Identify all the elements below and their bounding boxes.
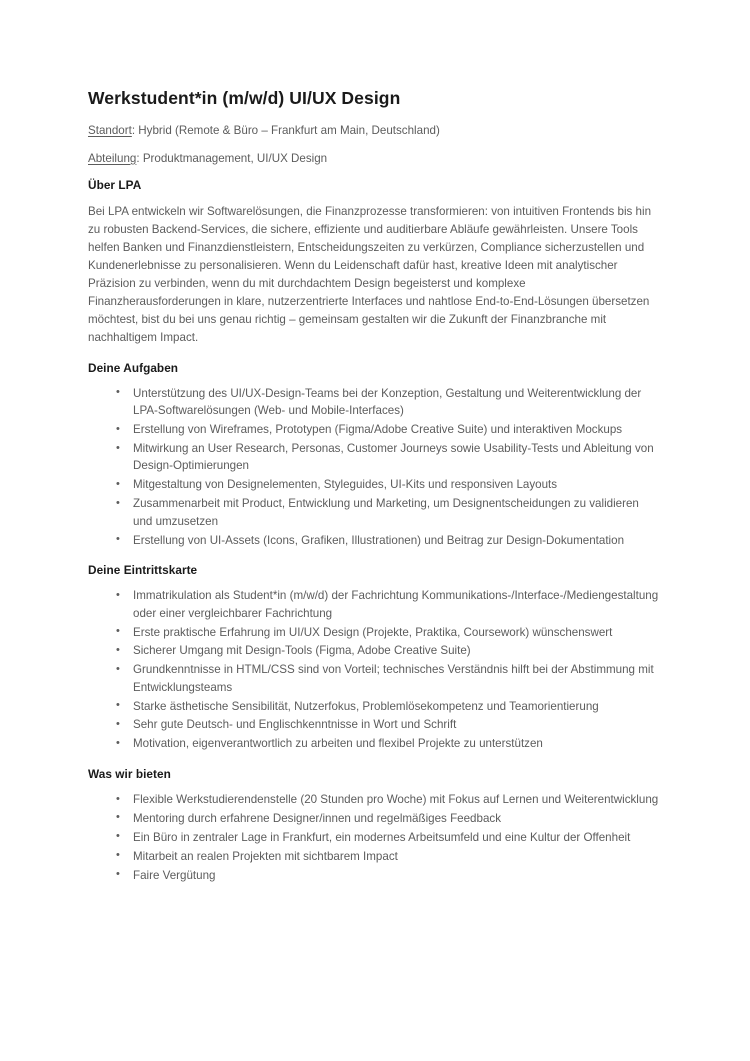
section-heading-deine-aufgaben: Deine Aufgaben	[88, 360, 179, 375]
list-item: • Motivation, eigenverantwortlich zu arbeiten und flexibel Projekte zu unterstützen	[88, 735, 660, 752]
list-item: • Flexible Werkstudierendenstelle (20 Stunden pro Woche) mit Fokus auf Lernen und Weiterentwicklung	[88, 791, 660, 808]
list-item: • Mitarbeit an realen Projekten mit sichtbarem Impact	[88, 848, 660, 865]
list-item: • Zusammenarbeit mit Product, Entwicklung und Marketing, um Designentscheidungen zu validieren und umzusetzen	[88, 495, 660, 530]
meta-value-abteilung: Produktmanagement, UI/UX Design	[142, 151, 328, 165]
meta-line-abteilung	[88, 151, 660, 168]
bullet-list-deine-aufgaben	[88, 385, 660, 549]
list-item: • Sehr gute Deutsch- und Englischkenntnisse in Wort und Schrift	[88, 716, 660, 733]
list-item: • Ein Büro in zentraler Lage in Frankfurt, ein modernes Arbeitsumfeld und eine Kultur der Offenheit	[88, 829, 660, 846]
section-heading-ueber-lpa: Über LPA	[88, 178, 142, 193]
section-heading-deine-eintrittskarte: Deine Eintrittskarte	[88, 562, 198, 577]
list-item: • Mitgestaltung von Designelementen, Styleguides, UI-Kits und responsiven Layouts	[88, 476, 660, 493]
bullet-list-was-wir-bieten	[88, 791, 660, 884]
section-paragraph-ueber-lpa: Bei LPA entwickeln wir Softwarelösungen, die Finanzprozesse transformieren: von intuitiven Frontends bis hin zu robusten Backend-Services, die sichere, effiziente und auditierbare Abläufe gewährleisten. Unsere Tools helfen Banken und Finanzdienstleistern, Entscheidungszeiten zu verkürzen, Compliance sicherzustellen und Kundenerlebnisse zu personalisieren. Wenn du Leidenschaft dafür hast, kreative Ideen mit analytischer Präzision zu verbinden, wenn du mit durchdachtem Design begeisterst und komplexe Finanzherausforderungen in klare, nutzerzentrierte Interfaces und nahtlose End-to-End-Lösungen übersetzen möchtest, bist du bei uns genau richtig – gemeinsam gestalten wir die Zukunft der Finanzbranche mit nachhaltigem Impact.	[88, 204, 652, 344]
list-item: • Grundkenntnisse in HTML/CSS sind von Vorteil; technisches Verständnis hilft bei der Abstimmung mit Entwicklungsteams	[88, 661, 660, 696]
section-heading-was-wir-bieten: Was wir bieten	[88, 766, 171, 781]
list-item: • Faire Vergütung	[88, 867, 660, 884]
bullet-list-deine-eintrittskarte	[88, 587, 660, 753]
page-title: Werkstudent*in (m/w/d) UI/UX Design	[88, 88, 401, 108]
list-item: • Sicherer Umgang mit Design-Tools (Figma, Adobe Creative Suite)	[88, 642, 660, 659]
list-item: • Mentoring durch erfahrene Designer/innen und regelmäßiges Feedback	[88, 810, 660, 827]
list-item: • Starke ästhetische Sensibilität, Nutzerfokus, Problemlösekompetenz und Teamorientierung	[88, 698, 660, 715]
list-item: • Immatrikulation als Student*in (m/w/d) der Fachrichtung Kommunikations-/Interface-/Mediengestaltung oder einer vergleichbarer Fachrichtung	[88, 587, 660, 622]
list-item: • Erstellung von UI-Assets (Icons, Grafiken, Illustrationen) und Beitrag zur Design-Dokumentation	[88, 532, 660, 549]
list-item: • Erste praktische Erfahrung im UI/UX Design (Projekte, Praktika, Coursework) wünschenswert	[88, 624, 660, 641]
meta-line-standort	[88, 123, 660, 140]
meta-label-abteilung: Abteilung	[88, 151, 137, 165]
meta-label-standort: Standort	[88, 123, 132, 137]
meta-separator-standort: :	[131, 123, 139, 137]
meta-separator-abteilung: :	[136, 151, 143, 165]
list-item: • Unterstützung des UI/UX-Design-Teams bei der Konzeption, Gestaltung und Weiterentwicklung der LPA-Softwarelösungen (Web- und Mobile-Interfaces)	[88, 385, 660, 420]
list-item: • Mitwirkung an User Research, Personas, Customer Journeys sowie Usability-Tests und Ableitung von Design-Optimierungen	[88, 440, 660, 475]
list-item: • Erstellung von Wireframes, Prototypen (Figma/Adobe Creative Suite) und interaktiven Mockups	[88, 421, 660, 438]
meta-value-standort: Hybrid (Remote & Büro – Frankfurt am Main, Deutschland)	[138, 123, 440, 137]
